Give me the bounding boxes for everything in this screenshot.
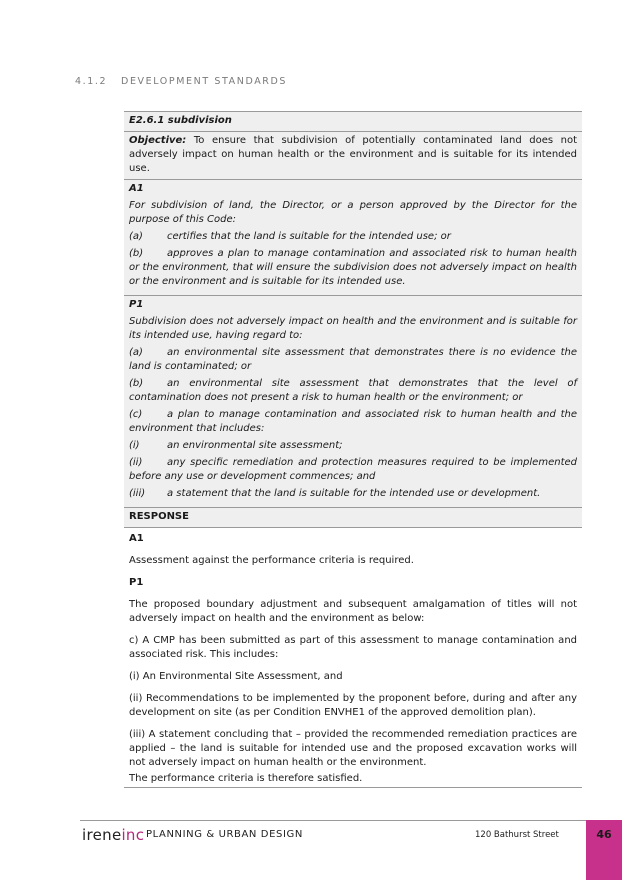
p1-item <box>129 456 577 484</box>
logo-part-inc: inc <box>121 826 145 844</box>
response-paragraph: c) A CMP has been submitted as part of this assessment to manage contamination and associated risk. This includes: <box>129 635 577 660</box>
objective-label: Objective: <box>129 135 187 146</box>
a1-item <box>129 230 577 244</box>
response-body <box>124 527 582 788</box>
a1-item-text: certifies that the land is suitable for the intended use; or <box>167 231 451 242</box>
performance-criteria-p1 <box>124 295 582 507</box>
section-heading: 4.1.2 DEVELOPMENT STANDARDS <box>75 76 288 87</box>
p1-item-text: a statement that the land is suitable for the intended use or development. <box>167 488 541 499</box>
p1-intro: Subdivision does not adversely impact on health and the environment and is suitable for its intended use, having regard to: <box>129 316 577 341</box>
response-paragraph: (ii) Recommendations to be implemented by the proponent before, during and after any development on site (as per Condition ENVHE1 of the approved demolition plan). <box>129 693 577 718</box>
a1-intro: For subdivision of land, the Director, or a person approved by the Director for the purpose of this Code: <box>129 200 577 225</box>
footer-divider <box>80 820 588 821</box>
response-paragraph: (iii) A statement concluding that – provided the recommended remediation practices are applied – the land is suitable for intended use and the proposed excavation works will not adversely impact on human health or the environment. <box>129 729 577 768</box>
response-paragraph: (i) An Environmental Site Assessment, and <box>129 671 343 682</box>
objective-row <box>124 131 582 179</box>
a1-item-label: (b) <box>129 248 144 259</box>
footer-address: 120 Bathurst Street <box>475 830 559 840</box>
p1-item-text: a plan to manage contamination and associated risk to human health and the environment that includes: <box>129 409 577 434</box>
logo-subtitle: PLANNING & URBAN DESIGN <box>146 829 303 840</box>
response-a1-text: Assessment against the performance criteria is required. <box>129 555 414 566</box>
response-paragraph: The proposed boundary adjustment and subsequent amalgamation of titles will not adversely impact on health and the environment as below: <box>129 599 577 624</box>
p1-item-label: (b) <box>129 378 144 389</box>
acceptable-solution-a1 <box>124 179 582 295</box>
page-number: 46 <box>596 828 612 841</box>
company-logo <box>82 826 144 844</box>
response-a1-heading: A1 <box>129 533 144 544</box>
a1-item <box>129 247 577 289</box>
p1-item <box>129 377 577 405</box>
p1-item-text: an environmental site assessment; <box>167 440 343 451</box>
a1-item-text: approves a plan to manage contamination and associated risk to human health or the environment, that will ensure the subdivision does not adversely impact on health or the environment and is suitable for its intended use. <box>129 248 577 287</box>
p1-item-label: (ii) <box>129 457 143 468</box>
p1-item <box>129 408 577 436</box>
p1-item-label: (a) <box>129 347 143 358</box>
p1-item-text: an environmental site assessment that demonstrates that the level of contamination does not present a risk to human health or the environment; or <box>129 378 577 403</box>
p1-item-text: an environmental site assessment that demonstrates there is no evidence the land is contaminated; or <box>129 347 577 372</box>
standard-title: E2.6.1 subdivision <box>124 111 582 131</box>
response-conclusion: The performance criteria is therefore satisfied. <box>129 773 363 784</box>
p1-item-label: (iii) <box>129 488 146 499</box>
p1-item-label: (c) <box>129 409 143 420</box>
p1-item <box>129 487 577 501</box>
objective-text: To ensure that subdivision of potentially contaminated land does not adversely impact on human health or the environment and is suitable for its intended use. <box>129 135 577 174</box>
logo-part-irene: irene <box>82 826 122 844</box>
p1-item <box>129 439 577 453</box>
p1-item-label: (i) <box>129 440 140 451</box>
p1-heading: P1 <box>129 299 144 310</box>
standards-table <box>124 111 582 788</box>
a1-heading: A1 <box>129 183 144 194</box>
p1-item-text: any specific remediation and protection measures required to be implemented before any use or development commences; and <box>129 457 577 482</box>
response-p1-heading: P1 <box>129 577 144 588</box>
p1-item <box>129 346 577 374</box>
response-heading: RESPONSE <box>124 507 582 527</box>
a1-item-label: (a) <box>129 231 143 242</box>
